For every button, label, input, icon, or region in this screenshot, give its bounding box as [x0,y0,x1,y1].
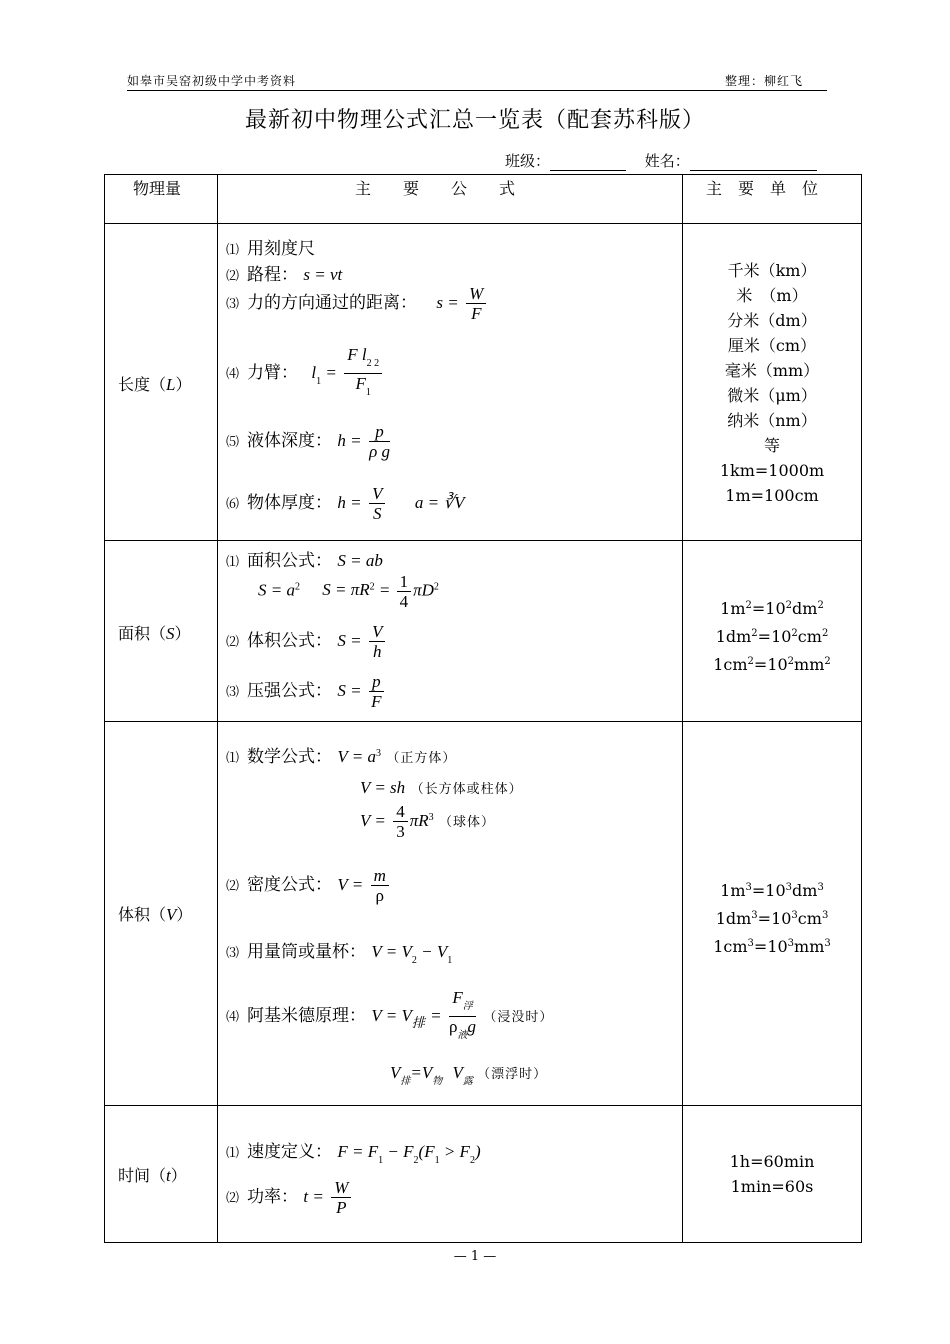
unit-line: 1min=60s [730,1177,814,1196]
formula-item [226,622,387,661]
formula-item [360,778,523,798]
formula-lhs: h = [337,431,362,450]
header-school: 如皋市吴窑初级中学中考资料 [127,74,297,88]
unit-line: 微米（μm） [727,386,817,405]
unit-line: 等 [763,436,780,455]
formula-lhs: V = [360,811,386,830]
formula-lhs: S = [337,631,362,650]
equals: = [378,580,391,600]
denominator: 4 [399,592,409,611]
unit-line: $1dm^2=10^2cm^2$ [715,627,829,646]
quantity-symbol: L [166,375,176,394]
formula-part: πD [413,580,434,600]
formula-lhs: S = [337,681,362,700]
numerator: V [369,484,385,504]
fraction [449,988,476,1045]
name-blank[interactable] [690,155,817,171]
formula-note: （正方体） [386,751,457,766]
unit-line: 千米（km） [727,261,817,280]
item-number: ⑶ [226,297,240,312]
formula-part: V [452,1063,463,1082]
quantity-length [118,372,192,395]
class-name-line [505,150,817,171]
quantity-time [118,1163,187,1186]
unit-line: 厘米（cm） [727,336,817,355]
formula-part: (F [418,1142,435,1161]
item-number: ⑷ [226,367,240,382]
header-quantity: 物理量 [133,179,182,198]
fraction [344,345,382,402]
denominator: F [471,304,482,323]
unit-line: 1h=60min [729,1152,815,1171]
item-number: ⑶ [226,946,240,961]
denominator: P [336,1198,347,1217]
denominator: ρ [449,1017,458,1036]
superscript: 2 [433,581,439,593]
fraction [369,622,385,661]
item-text: 面积公式： [247,551,333,571]
subscript: 排 [400,1076,411,1087]
formula-item [226,345,384,402]
formula-item [226,672,386,711]
unit-line: 分米（dm） [727,311,817,330]
formula-part: V = V [371,942,412,961]
subscript: 2 [413,1155,419,1166]
fraction [369,672,384,711]
equals: = [325,363,337,382]
superscript: 2 [294,581,300,593]
fraction [369,484,385,523]
formula-item [226,742,456,767]
formula-item [226,1137,481,1166]
item-text: 力臂： [247,363,299,383]
formula: s = vt [303,265,343,284]
fraction [369,422,390,461]
formula-note: （浸没时） [483,1010,554,1025]
units-area [683,593,861,677]
formula-item [226,866,391,905]
quantity-label: 长度（ [118,375,167,394]
name-label: 姓名： [644,152,690,170]
quantity-label: 面积（ [118,624,167,643]
table-divider [217,174,218,1243]
class-label: 班级： [505,152,551,170]
item-number: ⑵ [226,879,240,894]
subscript: 1 [316,376,322,387]
quantity-label: 体积（ [118,905,167,924]
subscript: 1 [365,387,371,398]
item-text: 路程： [247,265,299,285]
formula-part: S = πR [322,580,370,600]
unit-line: 1km=1000m [719,461,825,480]
quantity-label-close: ） [170,1166,187,1185]
table-divider [104,223,862,224]
equals: = [430,1006,442,1025]
unit-line: 米 （m） [736,286,808,305]
class-blank[interactable] [550,155,626,171]
quantity-symbol: t [166,1166,171,1185]
formula-part: F = F [337,1142,379,1161]
item-number: ⑴ [226,555,240,570]
formula-item [226,422,392,461]
page-number: — 1 — [453,1249,497,1264]
item-text: 力的方向通过的距离： [247,293,418,313]
fraction [371,866,389,905]
item-number: ⑴ [226,1146,240,1161]
formula-part: =V [410,1063,433,1082]
subscript: 2 2 [366,358,380,369]
unit-line: 纳米（nm） [727,411,817,430]
header-author: 整理：柳红飞 [724,74,803,88]
formula-part: V = V [371,1006,412,1025]
header-formula: 主 要 公 式 [355,179,516,198]
item-number: ⑴ [226,751,240,766]
numerator: F l [347,345,367,364]
item-number: ⑸ [226,435,240,450]
formula-item [390,1063,547,1087]
numerator: p [369,422,390,442]
subscript: 液 [457,1030,468,1041]
item-text: 用量筒或量杯： [247,942,367,962]
table-divider [104,721,862,722]
unit-line: $1cm^3=10^3mm^3$ [713,937,831,956]
numerator: V [369,622,385,642]
item-text: 压强公式： [247,681,333,701]
formula: V = a [337,747,376,766]
subscript: 1 [434,1155,440,1166]
item-number: ⑷ [226,1010,240,1025]
formula-item [226,546,383,571]
subscript: 2 [469,1155,475,1166]
formula-item [226,937,452,966]
item-text: 体积公式： [247,631,333,651]
fraction [466,284,486,323]
page-title: 最新初中物理公式汇总一览表（配套苏科版） [244,108,705,133]
units-volume [683,875,861,959]
formula-item [226,284,488,323]
superscript: 3 [428,812,434,823]
unit-line: $1cm^2=10^2mm^2$ [713,655,831,674]
fraction [331,1178,351,1217]
numerator: p [369,672,384,692]
fraction [393,802,408,841]
fraction [397,572,412,611]
formula-item [226,260,342,285]
subscript: 1 [447,955,453,966]
superscript: 2 [369,581,375,593]
header-unit: 主 要 单 位 [706,179,819,198]
formula-note: （长方体或柱体） [410,782,523,797]
quantity-label: 时间（ [118,1166,167,1185]
item-number: ⑴ [226,243,240,258]
item-text: 物体厚度： [247,493,333,513]
quantity-label-close: ） [176,905,193,924]
formula-item [360,802,495,841]
item-text: 阿基米德原理： [247,1006,367,1026]
formula: V = sh [360,778,406,797]
formula-item [226,234,315,259]
item-text: 功率： [247,1187,299,1207]
unit-line: $1dm^3=10^3cm^3$ [715,909,829,928]
formula-part: − F [387,1142,414,1161]
item-text: 速度定义： [247,1142,333,1162]
denominator: F [355,374,366,393]
quantity-symbol: V [166,905,177,924]
denominator: h [373,642,382,661]
formula: S = ab [337,551,383,570]
formula-item [226,988,553,1045]
quantity-label-close: ） [174,624,191,643]
subscript: 露 [462,1076,473,1087]
subscript: 2 [411,955,417,966]
item-number: ⑶ [226,685,240,700]
quantity-volume [118,902,192,925]
item-number: ⑵ [226,635,240,650]
formula-item [226,1178,353,1217]
quantity-label-close: ） [175,375,192,394]
numerator: W [331,1178,351,1198]
numerator: W [466,284,486,304]
units-time [683,1149,861,1199]
denominator: ρ [375,886,385,905]
item-text: 密度公式： [247,875,333,895]
numerator: F [452,988,463,1007]
denominator: S [373,504,382,523]
numerator: 1 [397,572,412,592]
quantity-area [118,621,191,644]
item-text: 液体深度： [247,431,333,451]
formula-part: πR [409,811,429,830]
formula-lhs: V = [337,875,364,894]
units-length [683,258,861,508]
formula-part: > F [443,1142,470,1161]
formula-lhs: h = [337,493,362,512]
unit-line: $1m^3=10^3dm^3$ [720,881,824,900]
item-number: ⑹ [226,497,240,512]
quantity-symbol: S [166,624,175,643]
item-text: 数学公式： [247,747,333,767]
numerator: 4 [393,802,408,822]
page-header [127,70,827,91]
table-divider [104,1105,862,1106]
formula-item [258,572,439,611]
denominator-g: g [467,1017,476,1036]
formula-lhs: t = [303,1187,324,1206]
item-number: ⑵ [226,1191,240,1206]
subscript: 排 [411,1015,426,1030]
formula-part: − V [421,942,448,961]
formula-note: （球体） [439,815,496,830]
superscript: 3 [375,748,381,759]
formula-lhs: l [311,363,317,382]
denominator: 3 [396,822,405,841]
formula-note: （漂浮时） [477,1066,548,1081]
formula-part: S = a [258,580,295,600]
table-divider [104,540,862,541]
formula-item [226,484,465,523]
item-text: 用刻度尺 [247,239,316,259]
formula-part: ) [474,1142,481,1161]
denominator: ρ g [369,442,390,461]
formula-lhs: s = [436,293,459,312]
formula-part: V [390,1063,401,1082]
subscript: 物 [432,1076,443,1087]
item-number: ⑵ [226,269,240,284]
formula-extra: a = ∛V [414,493,465,512]
subscript: 浮 [462,1001,473,1012]
unit-line: 1m=100cm [725,486,819,505]
unit-line: 毫米（mm） [724,361,820,380]
unit-line: $1m^2=10^2dm^2$ [720,599,824,618]
subscript: 1 [378,1155,384,1166]
denominator: F [371,692,382,711]
numerator: m [371,866,389,886]
